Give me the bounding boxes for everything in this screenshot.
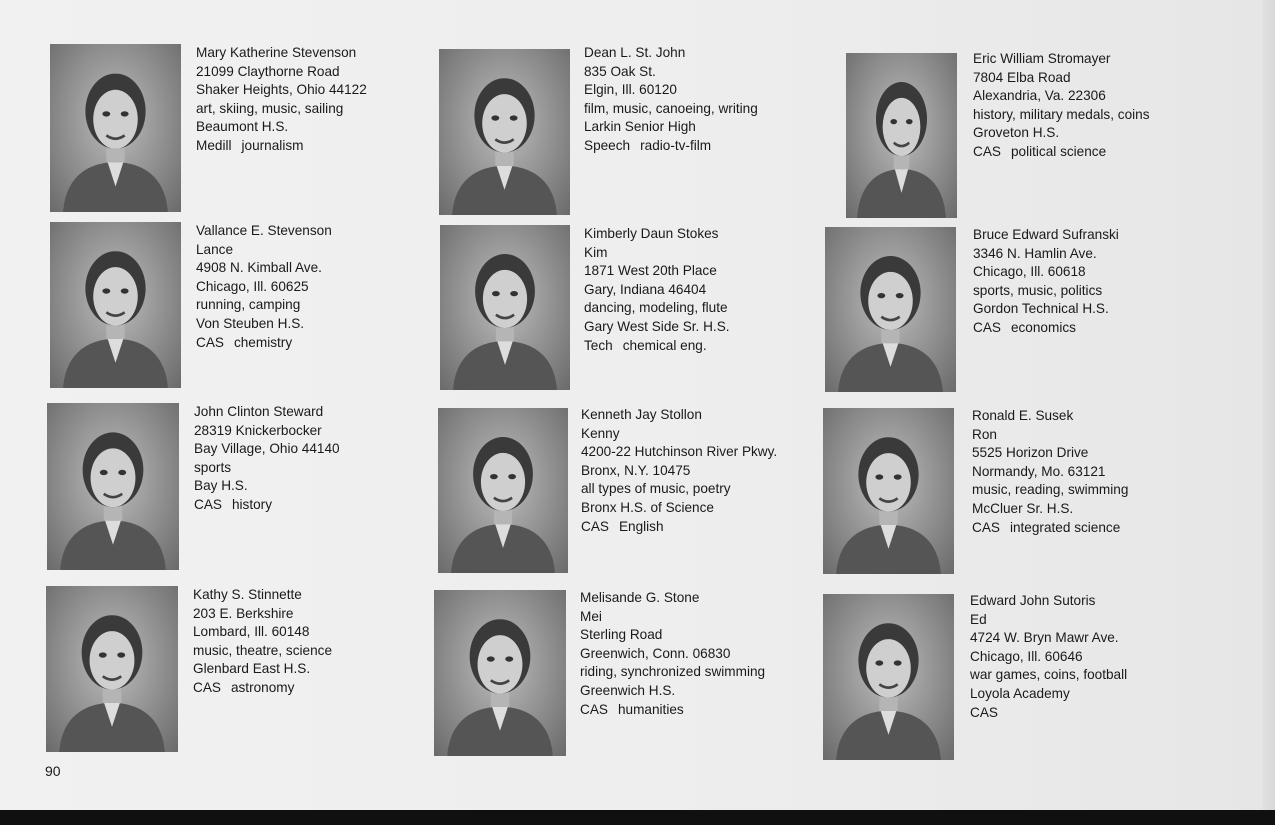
student-name: John Clinton Steward xyxy=(194,404,324,419)
entry-line: riding, synchronized swimming xyxy=(580,664,766,680)
college: CAS xyxy=(973,143,1001,159)
entry-line: dancing, modeling, flute xyxy=(584,300,728,316)
student-entry xyxy=(193,586,332,698)
entry-line: Lance xyxy=(196,241,234,257)
entry-line: Elgin, Ill. 60120 xyxy=(584,82,677,98)
student-name: Ronald E. Susek xyxy=(972,408,1074,423)
entry-line: Chicago, Ill. 60625 xyxy=(196,278,309,294)
portrait-silhouette xyxy=(439,49,570,215)
entry-line: music, reading, swimming xyxy=(972,482,1129,498)
entry-line: 4908 N. Kimball Ave. xyxy=(196,260,322,276)
portrait-silhouette xyxy=(846,53,957,218)
page-number: 90 xyxy=(45,763,61,779)
portrait-photo xyxy=(434,590,566,756)
student-entry xyxy=(584,225,730,355)
student-name: Kathy S. Stinnette xyxy=(193,587,302,602)
portrait-silhouette xyxy=(50,44,181,212)
entry-line: Sterling Road xyxy=(580,627,663,643)
college: Speech xyxy=(584,137,631,153)
student-name: Kimberly Daun Stokes xyxy=(584,226,719,241)
portrait-photo xyxy=(50,222,181,388)
student-entry xyxy=(972,407,1128,537)
portrait-photo xyxy=(439,49,570,215)
student-name: Kenneth Jay Stollon xyxy=(581,407,702,422)
major: history xyxy=(231,496,272,512)
entry-line: Chicago, Ill. 60646 xyxy=(970,648,1083,664)
entry-line: Bay Village, Ohio 44140 xyxy=(194,441,340,457)
entry-line: Bronx, N.Y. 10475 xyxy=(581,462,691,478)
student-entry xyxy=(196,44,367,156)
college: CAS xyxy=(194,496,222,512)
entry-line: Ron xyxy=(972,426,997,442)
entry-line: 4724 W. Bryn Mawr Ave. xyxy=(970,630,1119,646)
student-name: Melisande G. Stone xyxy=(580,590,700,605)
entry-line: art, skiing, music, sailing xyxy=(196,100,344,116)
entry-line: film, music, canoeing, writing xyxy=(584,100,758,116)
entry-line: Gary, Indiana 46404 xyxy=(584,281,707,297)
portrait-silhouette xyxy=(47,403,179,570)
major: astronomy xyxy=(230,679,295,695)
entry-line: Chicago, Ill. 60618 xyxy=(973,264,1086,280)
portrait-silhouette xyxy=(46,586,178,752)
portrait-silhouette xyxy=(438,408,568,573)
student-entry xyxy=(973,50,1150,162)
entry-line: Loyola Academy xyxy=(970,685,1070,701)
entry-line: 1871 West 20th Place xyxy=(584,263,717,279)
college: CAS xyxy=(973,319,1001,335)
entry-line: Gary West Side Sr. H.S. xyxy=(584,318,730,334)
entry-line: history, military medals, coins xyxy=(973,106,1150,122)
major: English xyxy=(618,518,664,534)
student-entry xyxy=(581,406,777,536)
entry-line: Kim xyxy=(584,244,608,260)
major: economics xyxy=(1010,319,1076,335)
major: chemical eng. xyxy=(622,337,707,353)
portrait-photo xyxy=(823,594,954,760)
student-name: Dean L. St. John xyxy=(584,45,686,60)
entry-line: 835 Oak St. xyxy=(584,63,656,79)
college: CAS xyxy=(970,704,998,720)
entry-line: running, camping xyxy=(196,297,301,313)
entry-line: 7804 Elba Road xyxy=(973,69,1071,85)
entry-line: Bay H.S. xyxy=(194,478,248,494)
major: journalism xyxy=(241,137,304,153)
page-edge xyxy=(1262,0,1275,810)
entry-line: 203 E. Berkshire xyxy=(193,605,294,621)
entry-line: sports, music, politics xyxy=(973,282,1103,298)
major: radio-tv-film xyxy=(640,137,712,153)
portrait-photo xyxy=(46,586,178,752)
entry-line: 21099 Claythorne Road xyxy=(196,63,340,79)
portrait-silhouette xyxy=(440,225,570,390)
scan-border xyxy=(0,810,1275,825)
portrait-photo xyxy=(440,225,570,390)
college: CAS xyxy=(581,518,609,534)
entry-line: Larkin Senior High xyxy=(584,119,696,135)
student-entry xyxy=(970,592,1127,722)
entry-line: sports xyxy=(194,459,232,475)
entry-line: Shaker Heights, Ohio 44122 xyxy=(196,82,367,98)
entry-line: Bronx H.S. of Science xyxy=(581,499,714,515)
entry-line: Lombard, Ill. 60148 xyxy=(193,624,310,640)
entry-line: Mei xyxy=(580,608,602,624)
portrait-photo xyxy=(438,408,568,573)
entry-line: music, theatre, science xyxy=(193,642,333,658)
student-name: Mary Katherine Stevenson xyxy=(196,45,357,60)
student-entry xyxy=(973,226,1119,338)
entry-line: Greenwich, Conn. 06830 xyxy=(580,645,731,661)
student-entry xyxy=(580,589,765,719)
portrait-photo xyxy=(846,53,957,218)
major: political science xyxy=(1010,143,1107,159)
portrait-photo xyxy=(50,44,181,212)
entry-line: Groveton H.S. xyxy=(973,125,1060,141)
student-name: Bruce Edward Sufranski xyxy=(973,227,1119,242)
entry-line: 4200-22 Hutchinson River Pkwy. xyxy=(581,444,778,460)
college: Medill xyxy=(196,137,232,153)
portrait-photo xyxy=(47,403,179,570)
student-entry xyxy=(196,222,332,352)
college: CAS xyxy=(972,519,1000,535)
entry-line: Alexandria, Va. 22306 xyxy=(973,88,1106,104)
portrait-silhouette xyxy=(434,590,566,756)
entry-line: Kenny xyxy=(581,425,620,441)
entry-line: Greenwich H.S. xyxy=(580,682,676,698)
entry-line: 28319 Knickerbocker xyxy=(194,422,322,438)
entry-line: Normandy, Mo. 63121 xyxy=(972,463,1106,479)
portrait-silhouette xyxy=(825,227,956,392)
entry-line: all types of music, poetry xyxy=(581,481,731,497)
major: humanities xyxy=(617,701,684,717)
entry-line: Beaumont H.S. xyxy=(196,119,289,135)
major: chemistry xyxy=(233,334,293,350)
college: Tech xyxy=(584,337,613,353)
entry-line: Glenbard East H.S. xyxy=(193,661,311,677)
student-name: Edward John Sutoris xyxy=(970,593,1096,608)
portrait-silhouette xyxy=(823,408,954,574)
major: integrated science xyxy=(1009,519,1121,535)
student-entry xyxy=(584,44,758,156)
entry-line: Gordon Technical H.S. xyxy=(973,301,1109,317)
college: CAS xyxy=(196,334,224,350)
student-name: Eric William Stromayer xyxy=(973,51,1111,66)
student-entry xyxy=(194,403,340,515)
college: CAS xyxy=(193,679,221,695)
student-name: Vallance E. Stevenson xyxy=(196,223,332,238)
entry-line: Von Steuben H.S. xyxy=(196,315,305,331)
portrait-photo xyxy=(823,408,954,574)
portrait-silhouette xyxy=(823,594,954,760)
entry-line: McCluer Sr. H.S. xyxy=(972,500,1074,516)
entry-line: Ed xyxy=(970,611,987,627)
college: CAS xyxy=(580,701,608,717)
entry-line: war games, coins, football xyxy=(970,667,1128,683)
entry-line: 3346 N. Hamlin Ave. xyxy=(973,245,1097,261)
portrait-silhouette xyxy=(50,222,181,388)
entry-line: 5525 Horizon Drive xyxy=(972,445,1089,461)
portrait-photo xyxy=(825,227,956,392)
